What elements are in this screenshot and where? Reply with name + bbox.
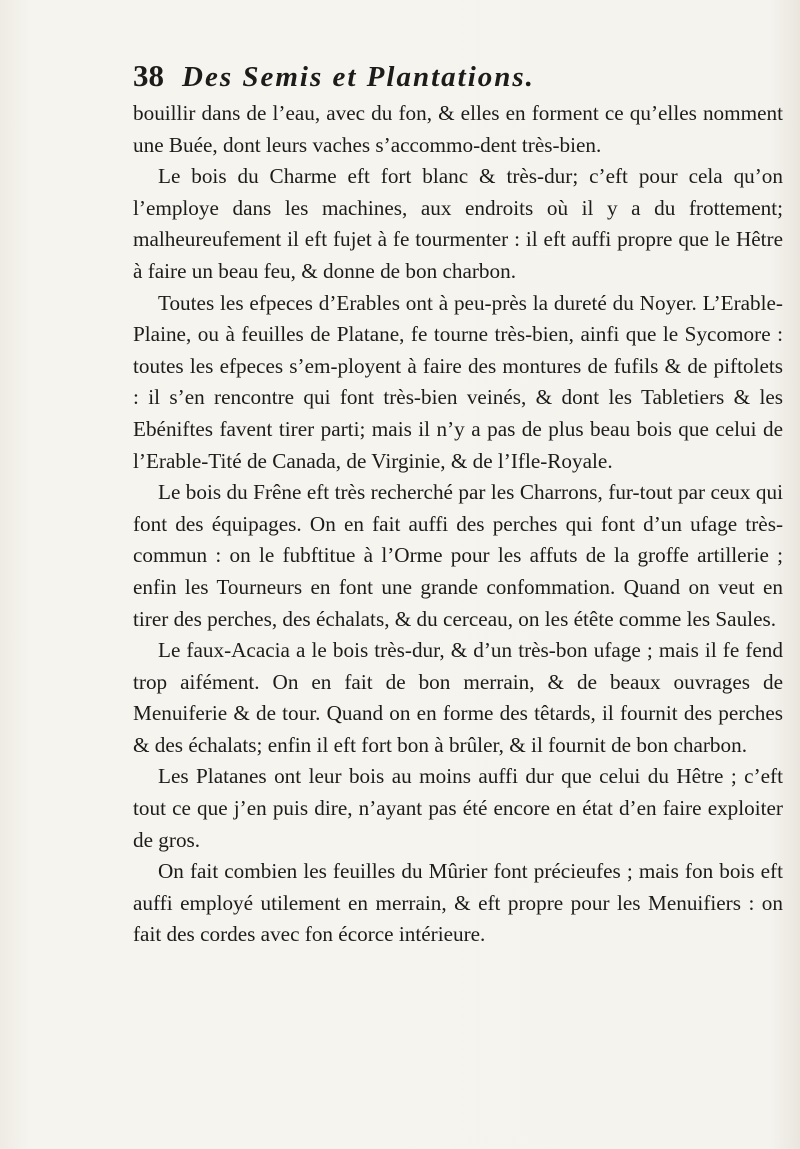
running-title: Des Semis et Plantations. — [182, 61, 535, 93]
paragraph-faux-acacia: Le faux-Acacia a le bois très-dur, & d’un très-bon ufage ; mais il fe fend trop aifément. On en fait de bon merrain, & de beaux ouvrages de Menuiferie & de tour. Quand on en forme des têtards, il fournit des perches & des échalats; enfin il eft fort bon à brûler, & il fournit de bon charbon. — [133, 638, 783, 757]
paragraph-erables: Toutes les efpeces d’Erables ont à peu-près la dureté du Noyer. L’Erable-Plaine, ou à feuilles de Platane, fe tourne très-bien, ainfi que le Sycomore : toutes les efpeces s’em-ployent à faire des montures de fufils & de piftolets : il s’en rencontre qui font très-bien veinés, & dont les Tabletiers & les Ebéniftes favent tirer parti; mais il n’y a pas de plus beau bois que celui de l’Erable-Tité de Canada, de Virginie, & de l’Ifle-Royale. — [133, 290, 783, 473]
paragraph-charme: Le bois du Charme eft fort blanc & très-dur; c’eft pour cela qu’on l’employe dans les machines, aux endroits où il y a du frottement; malheureufement il eft fujet à fe tourmenter : il eft auffi propre que le Hêtre à faire un beau feu, & donne de bon charbon. — [133, 164, 783, 283]
paragraph-frene: Le bois du Frêne eft très recherché par les Charrons, fur-tout par ceux qui font des équipages. On en fait auffi des perches qui font d’un ufage très-commun : on le fubftitue à l’Orme pour les affuts de la groffe artillerie ; enfin les Tourneurs en font une grande confommation. Quand on veut en tirer des perches, des échalats, & du cerceau, on les étête comme les Saules. — [133, 480, 783, 631]
paragraph-platanes: Les Platanes ont leur bois au moins auffi dur que celui du Hêtre ; c’eft tout ce que j’en puis dire, n’ayant pas été encore en état d’en faire exploiter de gros. — [133, 764, 783, 852]
page-number: 38 — [133, 58, 164, 93]
running-head — [133, 58, 753, 98]
paragraph-continuation: bouillir dans de l’eau, avec du fon, & elles en forment ce qu’elles nomment une Buée, dont leurs vaches s’accommo-dent très-bien. — [133, 101, 783, 157]
paragraph-murier: On fait combien les feuilles du Mûrier font précieufes ; mais fon bois eft auffi employé utilement en merrain, & eft propre pour les Menuifiers : on fait des cordes avec fon écorce intérieure. — [133, 859, 783, 947]
body-text — [133, 98, 783, 951]
